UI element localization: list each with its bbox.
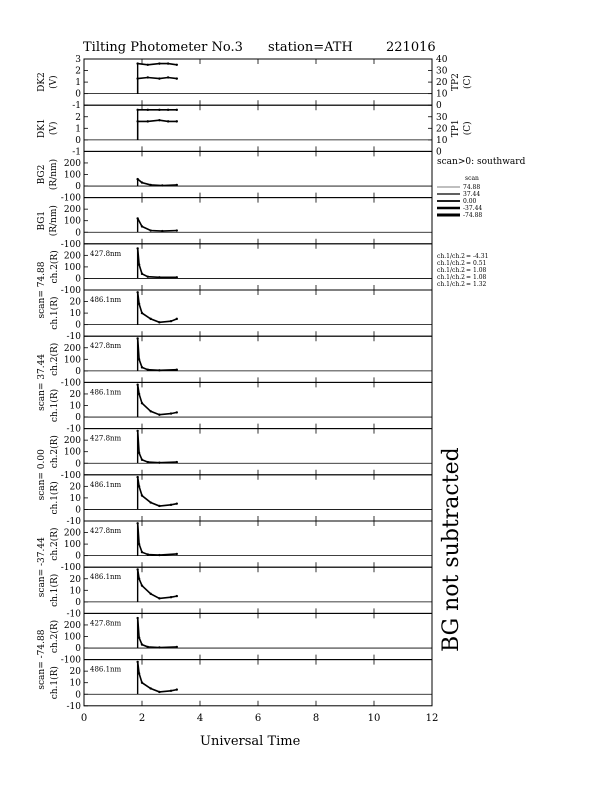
series-line (138, 64, 177, 65)
data-point (176, 646, 178, 648)
ratio-equals: = (466, 281, 472, 288)
data-point (176, 64, 178, 66)
y-tick-label: -100 (60, 470, 81, 481)
series-line (138, 662, 177, 692)
x-axis-label: Universal Time (200, 734, 301, 749)
data-point (158, 597, 160, 599)
y-tick-label: 0 (75, 505, 81, 516)
y-tick-label: 0 (75, 89, 81, 100)
y-axis-label: ch.1(R) (50, 388, 60, 423)
scan-label: scan= -74.88 (37, 629, 47, 690)
wavelength-label: 486.1nm (90, 573, 122, 582)
data-point (170, 690, 172, 692)
y-tick-label: 10 (69, 401, 81, 412)
data-point (141, 312, 143, 314)
panel-s3c1 (49, 475, 432, 527)
y-tick-label: -100 (60, 378, 81, 389)
data-point (147, 461, 149, 463)
y-tick-label: 2 (75, 112, 81, 123)
data-point (147, 646, 149, 648)
data-point (161, 184, 163, 186)
panel-s3c2 (37, 429, 432, 501)
y-tick-label: 20 (69, 482, 81, 493)
ratio-equals: = (466, 253, 472, 260)
panel-frame (84, 151, 432, 197)
data-point (176, 368, 178, 370)
y-tick-label: -10 (66, 424, 81, 435)
data-point (176, 120, 178, 122)
data-point (176, 276, 178, 278)
y-tick-label: 20 (69, 389, 81, 400)
series-line (138, 431, 177, 463)
x-tick-label: 0 (80, 712, 88, 724)
y-tick-label: 0 (75, 597, 81, 608)
panel-dk2 (37, 55, 473, 111)
y-tick-label: 0 (75, 182, 81, 193)
panel-frame (84, 105, 432, 151)
series-line (138, 477, 177, 506)
data-point (158, 554, 160, 556)
bg-not-subtracted-label: BG not subtracted (439, 447, 464, 652)
ratio-label: ch.1/ch.2 (437, 274, 465, 281)
data-point (141, 366, 143, 368)
y-tick-label: 0 (75, 690, 81, 701)
scan-label: scan= 37.44 (37, 353, 47, 411)
wavelength-label: 486.1nm (90, 296, 122, 304)
data-point (150, 318, 152, 320)
y-tick-label: 0 (75, 644, 81, 655)
series-line (138, 523, 177, 555)
data-point (158, 646, 160, 648)
y-tick-label: 0 (75, 459, 81, 470)
scan-note: scan>0: southward (437, 157, 526, 167)
y-tick-label: -100 (60, 655, 81, 666)
panel-s1c2 (37, 244, 432, 319)
series-dk2-0 (136, 76, 178, 93)
y-tick-label: 3 (75, 55, 81, 65)
data-point (176, 109, 178, 111)
y-tick-label: 200 (63, 620, 81, 631)
y-tick-label: 100 (63, 632, 81, 643)
series-s5c2-14 (136, 617, 178, 649)
wavelength-label: 427.8nm (90, 527, 122, 535)
y-tick-label: -10 (66, 701, 81, 712)
ratio-label: ch.1/ch.2 (437, 281, 465, 288)
station-label: station=ATH (268, 40, 353, 55)
series-bg1-5 (136, 217, 178, 232)
scan-label: scan= 0.00 (37, 449, 47, 501)
data-point (147, 276, 149, 278)
ratio-value: 1.08 (473, 274, 487, 281)
right-axis-label: TP2 (451, 73, 461, 91)
panel-frame (84, 290, 432, 336)
scan-legend-title: scan (465, 175, 479, 182)
y-axis-unit: (R/nm) (49, 158, 59, 191)
data-point (147, 76, 149, 78)
panel-frame (84, 521, 432, 567)
y-tick-label: 100 (63, 540, 81, 551)
series-s4c1-13 (136, 568, 178, 602)
y-tick-label: 10 (69, 586, 81, 597)
data-point (147, 109, 149, 111)
data-point (176, 411, 178, 413)
series-dk1-2 (136, 119, 178, 140)
y-tick-label: 0 (75, 413, 81, 424)
data-point (176, 461, 178, 463)
y-axis-label: ch.2(R) (50, 342, 60, 376)
data-point (141, 459, 143, 461)
ratio-label: ch.1/ch.2 (437, 260, 465, 267)
wavelength-label: 427.8nm (90, 434, 122, 443)
data-point (150, 410, 152, 412)
y-axis-label: ch.1(R) (50, 666, 60, 700)
data-point (141, 273, 143, 275)
data-point (147, 120, 149, 122)
data-point (176, 77, 178, 79)
wavelength-label: 486.1nm (90, 665, 122, 674)
x-tick-label: 12 (425, 712, 439, 724)
panel-frame (84, 613, 432, 659)
y-tick-label: 0 (75, 366, 81, 377)
y-tick-label: 200 (63, 251, 81, 262)
panel-s5c1 (49, 660, 432, 712)
y-tick-label: -10 (66, 517, 81, 527)
x-tick-label: 8 (312, 712, 320, 724)
data-point (170, 504, 172, 506)
scan-legend-label: 0.00 (463, 198, 477, 205)
data-point (176, 688, 178, 690)
right-tick-label: 0 (436, 101, 442, 112)
y-tick-label: -100 (60, 193, 81, 204)
data-point (150, 593, 152, 595)
data-point (176, 553, 178, 555)
panel-frame (84, 475, 432, 521)
y-axis-label: DK1 (37, 118, 47, 139)
series-s2c1-9 (136, 384, 178, 418)
series-line (138, 78, 177, 79)
panel-s2c1 (49, 382, 432, 434)
panel-bg1 (37, 198, 432, 250)
y-tick-label: -10 (66, 332, 81, 343)
y-axis-label: BG2 (37, 164, 47, 185)
series-line (138, 218, 177, 231)
ratio-value: 0.51 (473, 260, 487, 267)
right-tick-label: 30 (436, 66, 448, 77)
data-point (176, 229, 178, 231)
panel-frame (84, 429, 432, 475)
y-tick-label: 0 (75, 135, 81, 146)
y-tick-label: 0 (75, 228, 81, 239)
y-axis-unit: (R/nm) (49, 205, 59, 237)
right-tick-label: 30 (436, 112, 448, 123)
right-tick-label: 0 (436, 147, 442, 158)
y-axis-label: DK2 (37, 72, 47, 92)
y-tick-label: 10 (69, 678, 81, 689)
y-tick-label: 2 (75, 66, 81, 77)
data-point (158, 77, 160, 79)
data-point (158, 109, 160, 111)
panel-frame (84, 244, 432, 290)
series-s1c1-7 (136, 291, 178, 325)
y-tick-label: 200 (63, 205, 81, 216)
y-tick-label: 200 (63, 343, 81, 354)
date-label: 221016 (386, 40, 436, 55)
data-point (141, 584, 143, 586)
series-s1c2-6 (136, 247, 178, 278)
y-tick-label: 10 (69, 309, 81, 320)
y-tick-label: 200 (63, 528, 81, 539)
y-tick-label: 20 (69, 574, 81, 585)
ratio-equals: = (466, 274, 472, 281)
data-point (158, 369, 160, 371)
panel-s1c1 (49, 290, 432, 342)
panel-frame (84, 336, 432, 382)
y-axis-label: ch.1(R) (50, 481, 60, 515)
data-point (167, 76, 169, 78)
y-tick-label: 20 (69, 667, 81, 678)
scan-legend-label: -74.88 (463, 212, 483, 219)
right-tick-label: 10 (436, 135, 448, 146)
right-tick-label: 20 (436, 124, 448, 135)
data-point (170, 320, 172, 322)
series-line (138, 570, 177, 599)
data-point (150, 501, 152, 503)
wavelength-label: 427.8nm (90, 342, 122, 351)
data-point (158, 461, 160, 463)
ratio-value: -4.31 (473, 253, 489, 260)
x-tick-label: 10 (367, 712, 381, 724)
data-point (141, 643, 143, 645)
y-tick-label: 0 (75, 320, 81, 331)
panel-bg2 (37, 151, 432, 203)
ratio-label: ch.1/ch.2 (437, 267, 465, 274)
scan-label: scan= 74.88 (37, 261, 47, 319)
data-point (176, 502, 178, 504)
series-line (138, 120, 177, 121)
data-point (141, 682, 143, 684)
data-point (141, 494, 143, 496)
x-tick-label: 4 (196, 712, 204, 724)
y-tick-label: 100 (63, 262, 81, 273)
series-s3c1-11 (136, 476, 178, 510)
data-point (141, 551, 143, 553)
panel-s5c2 (37, 613, 432, 689)
data-point (147, 64, 149, 66)
y-tick-label: 100 (63, 447, 81, 458)
series-line (138, 292, 177, 322)
panel-frame (84, 660, 432, 706)
y-tick-label: 1 (75, 78, 81, 89)
y-axis-label: ch.2(R) (50, 619, 60, 654)
data-point (176, 595, 178, 597)
right-tick-label: 10 (436, 89, 448, 100)
series-line (138, 339, 177, 371)
panel-s4c1 (49, 567, 432, 619)
right-axis-label: TP1 (451, 119, 461, 138)
ratio-equals: = (466, 267, 472, 274)
y-axis-label: ch.2(R) (50, 435, 60, 469)
data-point (141, 402, 143, 404)
data-point (158, 62, 160, 64)
data-point (147, 368, 149, 370)
data-point (158, 414, 160, 416)
series-s2c2-8 (136, 337, 178, 371)
data-point (141, 181, 143, 183)
y-tick-label: 100 (63, 216, 81, 227)
panel-frame (84, 382, 432, 428)
series-line (138, 248, 177, 277)
wavelength-label: 427.8nm (90, 249, 122, 258)
y-axis-unit: (V) (49, 75, 59, 89)
data-point (167, 109, 169, 111)
y-tick-label: 100 (63, 170, 81, 181)
ratio-value: 1.32 (473, 281, 487, 288)
panel-frame (84, 198, 432, 244)
x-tick-label: 6 (254, 712, 262, 724)
data-point (161, 230, 163, 232)
series-dk1-3 (136, 109, 178, 140)
ratio-equals: = (466, 260, 472, 267)
y-axis-label: ch.2(R) (50, 527, 60, 561)
x-tick-label: 2 (138, 712, 146, 724)
y-tick-label: -10 (66, 609, 81, 620)
data-point (158, 691, 160, 693)
series-line (138, 618, 177, 648)
right-axis-unit: (C) (463, 75, 473, 90)
y-tick-label: 200 (63, 436, 81, 447)
data-point (147, 553, 149, 555)
panel-frame (84, 567, 432, 613)
y-tick-label: -1 (72, 147, 81, 158)
scan-legend-label: 74.88 (463, 184, 481, 191)
y-axis-label: BG1 (37, 210, 47, 231)
data-point (176, 318, 178, 320)
series-s5c1-15 (136, 661, 178, 695)
y-axis-label: ch.2(R) (50, 250, 60, 284)
scan-legend-label: -37.44 (463, 205, 483, 212)
panel-s2c2 (37, 336, 432, 411)
y-tick-label: 20 (69, 297, 81, 308)
y-axis-unit: (V) (49, 121, 59, 136)
data-point (158, 119, 160, 121)
series-s3c2-10 (136, 430, 178, 464)
y-tick-label: 10 (69, 493, 81, 504)
data-point (158, 276, 160, 278)
right-axis-unit: (C) (463, 121, 473, 136)
y-tick-label: -1 (72, 101, 81, 112)
panel-frame (84, 59, 432, 105)
data-point (167, 62, 169, 64)
data-point (158, 321, 160, 323)
data-point (176, 184, 178, 186)
series-bg2-4 (136, 178, 178, 187)
data-point (150, 229, 152, 231)
series-line (138, 385, 177, 415)
right-tick-label: 20 (436, 78, 448, 89)
ratio-label: ch.1/ch.2 (437, 253, 465, 260)
y-tick-label: -100 (60, 286, 81, 296)
right-tick-label: 40 (436, 55, 448, 65)
data-point (150, 184, 152, 186)
wavelength-label: 427.8nm (90, 619, 122, 628)
panel-dk1 (37, 105, 473, 157)
y-axis-label: ch.1(R) (50, 296, 60, 330)
y-tick-label: -100 (60, 563, 81, 574)
y-tick-label: 0 (75, 551, 81, 562)
data-point (167, 120, 169, 122)
data-point (170, 412, 172, 414)
wavelength-label: 486.1nm (90, 480, 122, 489)
series-line (138, 179, 177, 185)
data-point (150, 687, 152, 689)
chart-title: Tilting Photometer No.3 (83, 40, 243, 55)
y-tick-label: 0 (75, 274, 81, 285)
data-point (141, 225, 143, 227)
data-point (158, 505, 160, 507)
data-point (170, 596, 172, 598)
ratio-value: 1.08 (473, 267, 487, 274)
y-tick-label: 1 (75, 124, 81, 135)
y-tick-label: -100 (60, 239, 81, 250)
y-tick-label: 200 (63, 158, 81, 169)
scan-label: scan= -37.44 (37, 537, 47, 598)
scan-legend-label: 37.44 (463, 191, 481, 198)
series-s4c2-12 (136, 522, 178, 556)
y-axis-label: ch.1(R) (50, 573, 60, 607)
wavelength-label: 486.1nm (90, 388, 122, 397)
panel-s4c2 (37, 521, 432, 597)
y-tick-label: 100 (63, 355, 81, 366)
